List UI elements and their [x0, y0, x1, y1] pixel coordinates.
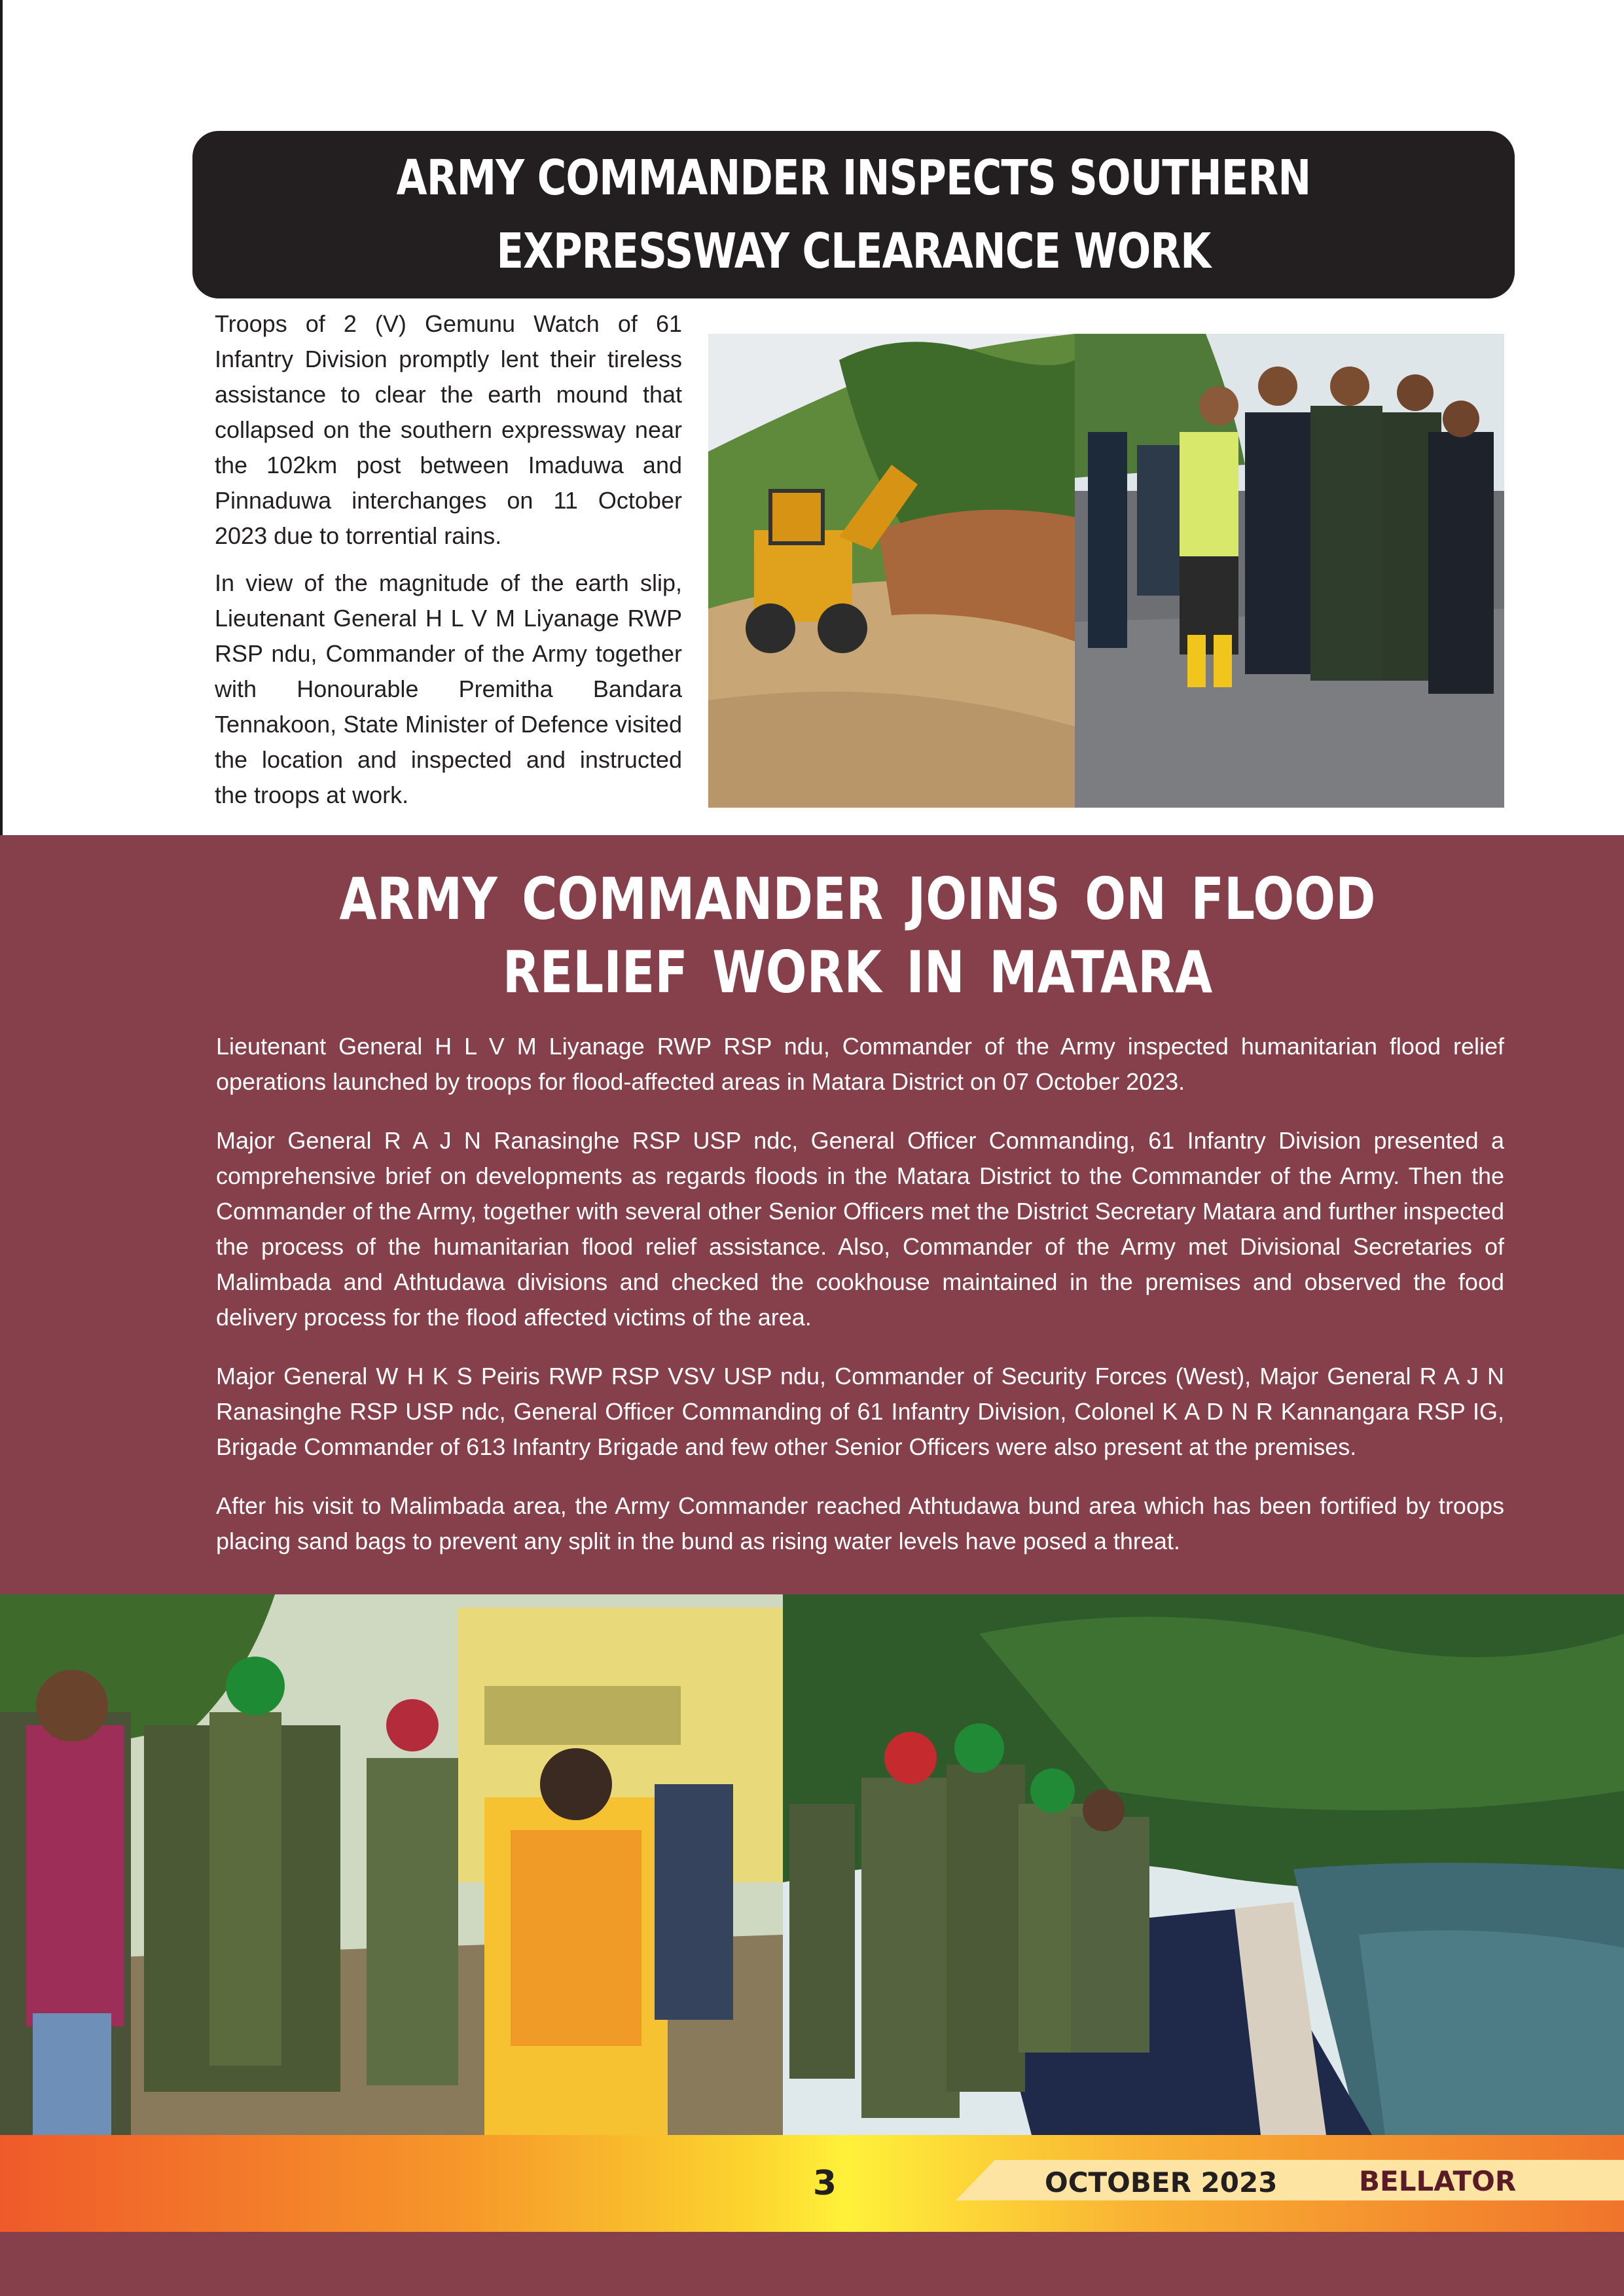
article2-paragraph: After his visit to Malimbada area, the Army Commander reached Athtudawa bund area which has been fortified by troops placing sand bags to prevent any split in the bund as rising water levels have posed a threat. [216, 1492, 1504, 1554]
issue-date: OCTOBER 2023 [1045, 2166, 1278, 2198]
sandbag-bund-photo [783, 1594, 1624, 2135]
magazine-name: BELLATOR [1359, 2165, 1517, 2197]
page-edge [0, 0, 3, 835]
article1-body [215, 306, 682, 813]
article1-paragraph: Troops of 2 (V) Gemunu Watch of 61 Infantry Division promptly lent their tireless assistance to clear the earth mound that collapsed on the southern expressway near the 102km post between Imaduwa and Pinnaduwa interchanges on 11 October 2023 due to torrential rains. [215, 310, 682, 549]
article1-title: ARMY COMMANDER INSPECTS SOUTHERN EXPRESSWAY CLEARANCE WORK [396, 150, 1311, 279]
article2-paragraph: Major General W H K S Peiris RWP RSP VSV USP ndu, Commander of Security Forces (West), Major General R A J N Ranasinghe RSP USP ndc, General Officer Commanding of 61 Infantry Division, Colonel K A D N R Kannangara RSP IG, Brigade Commander of 613 Infantry Brigade and few other Senior Officers were also present at the premises. [216, 1363, 1504, 1460]
article1-paragraph: In view of the magnitude of the earth slip, Lieutenant General H L V M Liyanage RWP RSP ndu, Commander of the Army together with Honourable Premitha Bandara Tennakoon, State Minister of Defence visited the location and inspected and instructed the troops at work. [215, 569, 682, 808]
page-number: 3 [812, 2164, 837, 2203]
article2-paragraph: Major General R A J N Ranasinghe RSP USP ndc, General Officer Commanding, 61 Infantry Division presented a comprehensive brief on developments as regards floods in the Matara District to the Commander of the Army. Then the Commander of the Army, together with several other Senior Officers met the District Secretary Matara and further inspected the process of the humanitarian flood relief assistance. Also, Commander of the Army met Divisional Secretaries of Malimbada and Athtudawa divisions and checked the cookhouse maintained in the premises and observed the food delivery process for the flood affected victims of the area. [216, 1127, 1504, 1331]
officials-inspection-photo [1075, 334, 1504, 808]
article2-paragraph: Lieutenant General H L V M Liyanage RWP RSP ndu, Commander of the Army inspected humanitarian flood relief operations launched by troops for flood-affected areas in Matara District on 07 October 2023. [216, 1033, 1504, 1095]
article2-body [216, 1029, 1504, 1559]
excavator-landslide-photo [708, 334, 1075, 808]
article1-title-box [192, 131, 1515, 298]
bottom-band [0, 2232, 1624, 2296]
article2-title: ARMY COMMANDER JOINS ON FLOOD RELIEF WORK IN MATARA [339, 865, 1376, 1006]
flood-victims-meeting-photo [0, 1594, 783, 2135]
